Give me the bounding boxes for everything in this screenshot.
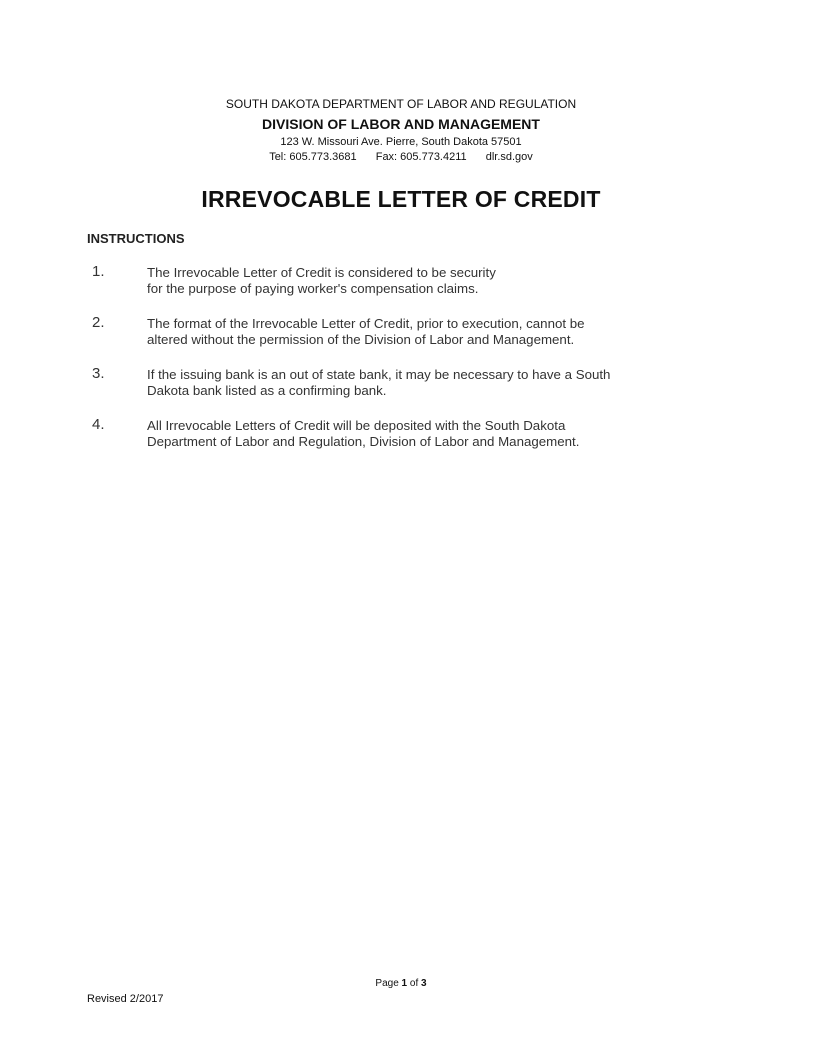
division-name: DIVISION OF LABOR AND MANAGEMENT [262,116,540,132]
list-item [92,316,610,348]
list-item [92,265,610,297]
current-page: 1 [401,978,408,989]
page-number [0,978,802,989]
item-text: Dakota bank listed as a confirming bank. [147,383,387,398]
item-number: 3. [92,365,105,382]
item-text: altered without the permission of the Division of Labor and Management. [147,332,575,347]
address: 123 W. Missouri Ave. Pierre, South Dakota 57501 [280,136,522,148]
list-item [92,418,610,450]
revision-date: Revised 2/2017 [87,993,164,1005]
item-text: The Irrevocable Letter of Credit is considered to be security [147,265,496,280]
item-number: 4. [92,416,105,433]
instructions-heading: INSTRUCTIONS [87,231,185,246]
list-item [92,367,610,399]
item-text: for the purpose of paying worker's compensation claims. [147,281,479,296]
instructions-list [92,265,610,469]
item-text: The format of the Irrevocable Letter of Credit, prior to execution, cannot be [147,316,585,331]
fax: Fax: 605.773.4211 [375,151,467,163]
item-text: Department of Labor and Regulation, Division of Labor and Management. [147,434,580,449]
telephone: Tel: 605.773.3681 [269,151,357,163]
item-text: If the issuing bank is an out of state bank, it may be necessary to have a South [147,367,611,382]
item-number: 2. [92,314,105,331]
page-label: Page [375,978,402,989]
item-number: 1. [92,263,105,280]
total-pages: 3 [421,978,427,989]
contact-line [0,151,802,163]
page-of-label: of [407,978,422,989]
document-title: IRREVOCABLE LETTER OF CREDIT [201,186,601,212]
department-name: SOUTH DAKOTA DEPARTMENT OF LABOR AND REGULATION [225,97,577,111]
website-link[interactable]: dlr.sd.gov [485,151,533,163]
item-text: All Irrevocable Letters of Credit will be deposited with the South Dakota [147,418,566,433]
